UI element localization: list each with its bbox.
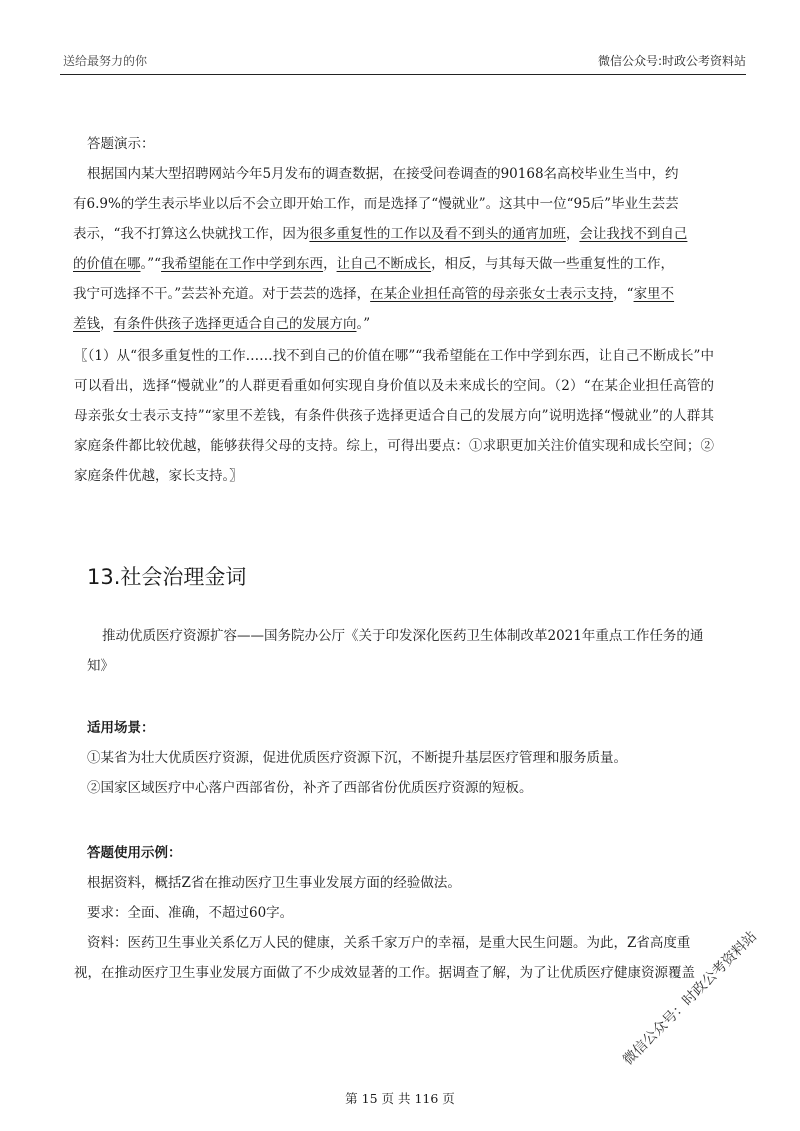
- scene-item-1: ①某省为壮大优质医疗资源，促进优质医疗资源下沉，不断提升基层医疗管理和服务质量。: [87, 750, 627, 766]
- section-title: 13.社会治理金词: [87, 565, 247, 589]
- example-material-1: 资料：医药卫生事业关系亿万人民的健康，关系千家万户的幸福，是重大民生问题。为此，Z省高度重: [87, 935, 691, 951]
- example-label: 答题使用示例：: [87, 845, 182, 861]
- underlined-phrase: 让自己不断成长: [336, 256, 432, 272]
- demo-line-6: 差钱，有条件供孩子选择更适合自己的发展方向。”: [73, 316, 371, 332]
- scenes-block: [87, 713, 727, 803]
- demo-line-4: 的价值在哪。”“我希望能在工作中学到东西，让自己不断成长，相反，与其每天做一些重复性的工作，: [73, 256, 675, 272]
- page-header: [60, 44, 746, 75]
- scenes-label: 适用场景：: [87, 720, 155, 736]
- underlined-phrase: 家里不: [633, 286, 675, 302]
- example-requirement: 要求：全面、准确，不超过60字。: [87, 905, 294, 921]
- header-slogan: 送给最努力的你: [63, 54, 148, 68]
- scene-item-2: ②国家区域医疗中心落户西部省份，补齐了西部省份优质医疗资源的短板。: [87, 780, 533, 796]
- demo-block: [73, 129, 727, 491]
- underlined-phrase: 我希望能在工作中学到东西: [161, 256, 324, 272]
- underlined-phrase: 在某企业担任高管的母亲张女士表示支持: [370, 286, 614, 302]
- page-number: 第 15 页 共 116 页: [345, 1091, 455, 1106]
- section-heading: [87, 562, 727, 592]
- example-task: 根据资料，概括Z省在推动医疗卫生事业发展方面的经验做法。: [87, 875, 461, 891]
- demo-line-2: 有6.9%的学生表示毕业以后不会立即开始工作，而是选择了“慢就业”。这其中一位“95后”毕业生芸芸: [73, 196, 679, 212]
- example-block: [74, 838, 727, 988]
- underlined-phrase: 很多重复性的工作以及看不到头的通宵加班: [309, 226, 566, 242]
- underlined-phrase: 有条件供孩子选择更适合自己的发展方向: [113, 316, 357, 332]
- demo-line-1: 根据国内某大型招聘网站今年5月发布的调查数据，在接受问卷调查的90168名高校毕业生当中，约: [87, 166, 679, 182]
- demo-analysis: 〖（1）从“很多重复性的工作……找不到自己的价值在哪”“我希望能在工作中学到东西，让自己不断成长”中可以看出，选择“慢就业”的人群更看重如何实现自身价值以及未来成长的空间。（2）“在某企业担任高管的母亲张女士表示支持”“家里不差钱，有条件供孩子选择更适合自己的发展方向”说明选择“慢就业”的人群其家庭条件都比较优越，能够获得父母的支持。综上，可得出要点：①求职更加关注价值实现和成长空间；②家庭条件优越，家长支持。〗: [74, 348, 714, 484]
- demo-line-3: 表示，“我不打算这么快就找工作，因为很多重复性的工作以及看不到头的通宵加班，会让我找不到自己: [73, 226, 688, 242]
- example-material-2: 视，在推动医疗卫生事业发展方面做了不少成效显著的工作。据调查了解，为了让优质医疗健康资源覆盖: [74, 965, 695, 981]
- quote-line-2: 知》: [87, 658, 114, 674]
- underlined-phrase: 差钱: [73, 316, 100, 332]
- underlined-phrase: 会让我找不到自己: [579, 226, 688, 242]
- section-quote: [87, 621, 728, 681]
- header-source: 微信公众号:时政公考资料站: [597, 54, 746, 68]
- quote-line-1: 推动优质医疗资源扩容——国务院办公厅《关于印发深化医药卫生体制改革2021年重点工作任务的通: [102, 628, 704, 644]
- demo-line-5: 我宁可选择不干。”芸芸补充道。对于芸芸的选择，在某企业担任高管的母亲张女士表示支持，“家里不: [73, 286, 675, 302]
- demo-label: 答题演示：: [87, 136, 155, 152]
- watermark: 微信公众号：时政公考资料站: [620, 928, 761, 1069]
- underlined-phrase: 的价值在哪: [73, 256, 141, 272]
